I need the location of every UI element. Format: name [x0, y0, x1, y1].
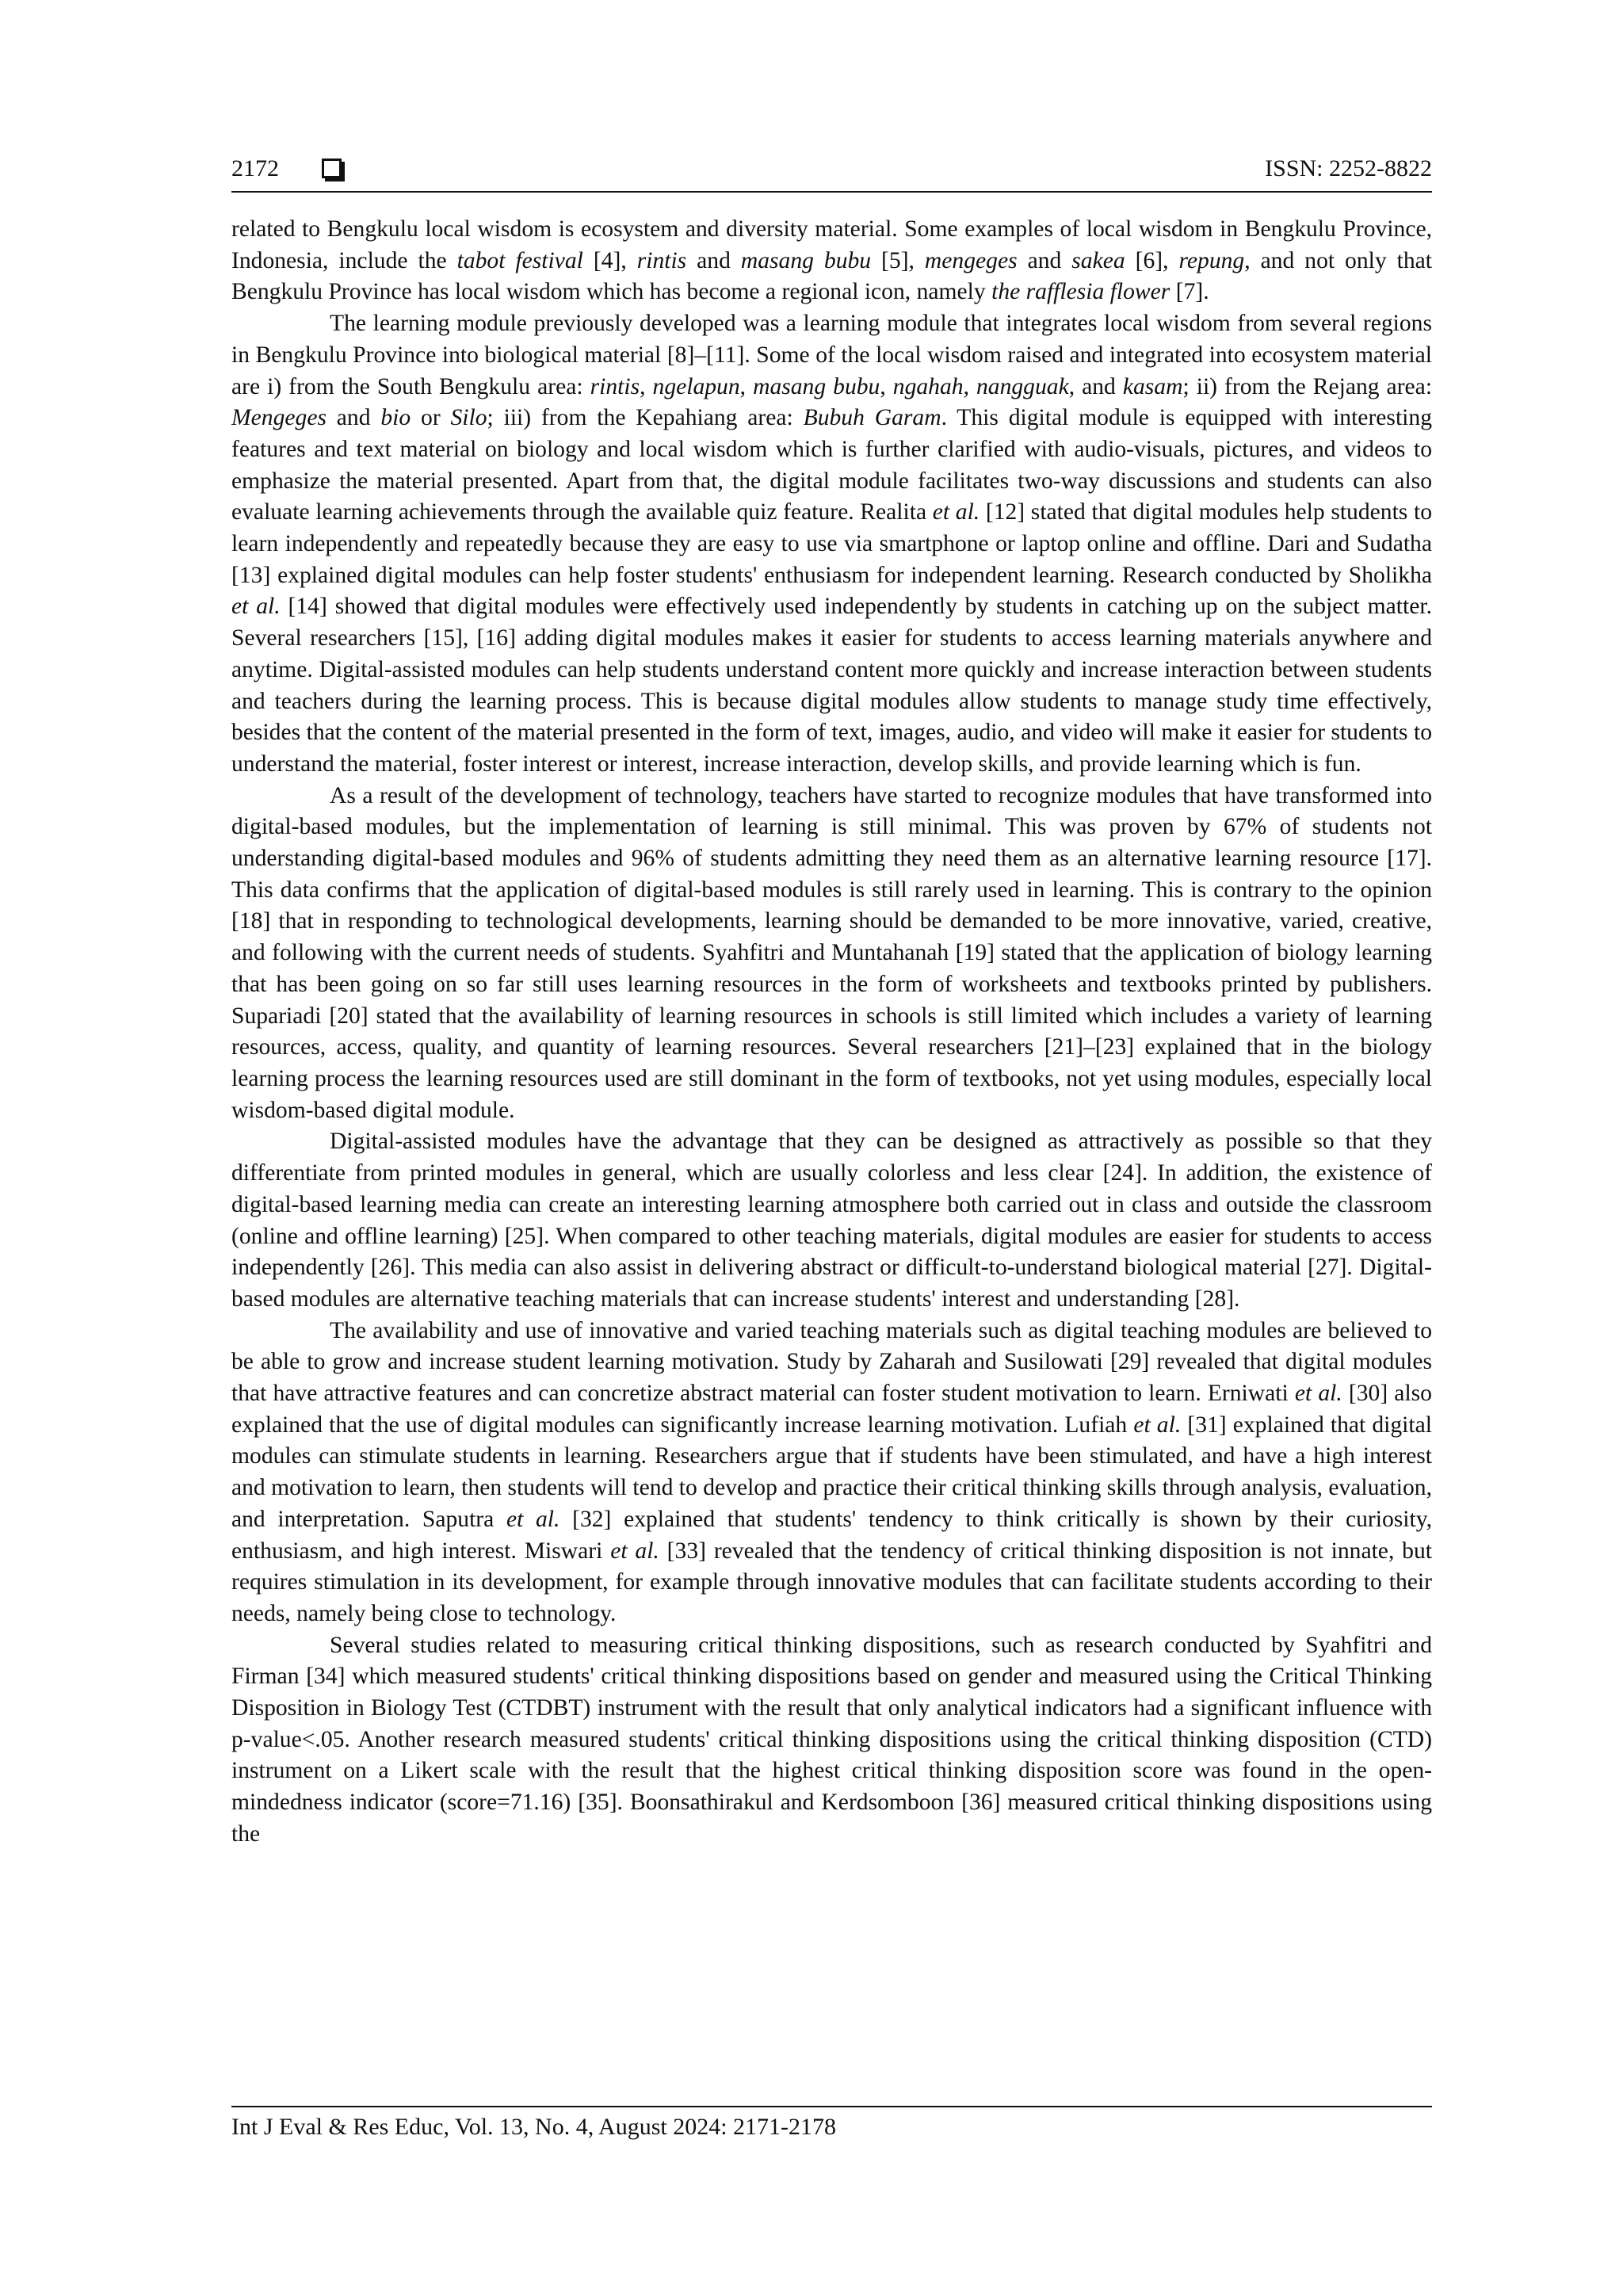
italic-term: kasam [1122, 373, 1183, 399]
text-run: , [640, 373, 653, 399]
paragraph-1 [231, 214, 1432, 308]
paragraph-5 [231, 1316, 1432, 1630]
page-number: 2172 [231, 155, 279, 181]
text-run: and [326, 405, 381, 431]
italic-term: et al. [506, 1506, 560, 1532]
italic-term: mengeges [924, 247, 1018, 273]
text-run: Several studies related to measuring critical thinking dispositions, such as research conducted by Syahfitri and Firman [34] which measured students' critical thinking dispositions based on gender and measured using the Critical Thinking Disposition in Biology Test (CTDBT) instrument with the result that only analytical indicators had a significant influence with p-value<.05. Another research measured students' critical thinking dispositions using the critical thinking disposition (CTD) instrument on a Likert scale with the result that the highest critical thinking disposition score was found in the open-mindedness indicator (score=71.16) [35]. Boonsathirakul and Kerdsomboon [36] measured critical thinking dispositions using the [231, 1632, 1432, 1847]
italic-term: Mengeges [231, 405, 327, 431]
issn-label: ISSN: 2252-8822 [1265, 155, 1432, 181]
text-run: [7]. [1170, 279, 1209, 305]
checkbox-square-icon [322, 159, 342, 178]
italic-term: ngahah [892, 373, 964, 399]
paragraph-4 [231, 1126, 1432, 1315]
text-run: , and [1068, 373, 1123, 399]
text-run: [6], [1125, 247, 1179, 273]
text-run: ; ii) from the Rejang area: [1182, 373, 1433, 399]
journal-citation: Int J Eval & Res Educ, Vol. 13, No. 4, August 2024: 2171-2178 [231, 2114, 837, 2140]
text-run: [33] revealed that the tendency of critical thinking disposition is not innate, but requires stimulation in its development, for example through innovative modules that can facilitate students according to their needs, namely being close to technology. [231, 1538, 1432, 1626]
header-rule [231, 191, 1432, 193]
italic-term: tabot festival [456, 247, 583, 273]
italic-term: sakea [1071, 247, 1125, 273]
text-run: [12] stated that digital modules help students to learn independently and repeatedly because they are easy to use via smartphone or laptop online and offline. Dari and Sudatha [13] explained digital modules can help foster students' enthusiasm for independent learning. Research conducted by Sholikha [231, 499, 1432, 588]
italic-term: et al. [1294, 1381, 1342, 1407]
text-run: , [880, 373, 893, 399]
text-run: Digital-assisted modules have the advantage that they can be designed as attractively as possible so that they differentiate from printed modules in general, which are usually colorless and less clear [24]. In addition, the existence of digital-based learning media can create an interesting learning atmosphere both carried out in class and outside the classroom (online and offline learning) [25]. When compared to other teaching materials, digital modules are easier for students to access independently [26]. This media can also assist in delivering abstract or difficult-to-understand biological material [27]. Digital-based modules are alternative teaching materials that can increase students' interest and understanding [28]. [231, 1129, 1432, 1312]
italic-term: nangguak [976, 373, 1069, 399]
italic-term: masang bubu [740, 247, 872, 273]
text-run: and [686, 247, 741, 273]
text-run: [5], [871, 247, 925, 273]
text-run: [32] explained that students' tendency to think critically is shown by their curiosity, enthusiasm, and high interest. Miswari [231, 1506, 1432, 1564]
text-run: related to Bengkulu local wisdom is ecosystem and diversity material. Some examples of local wisdom in Bengkulu Province, Indonesia, include the [231, 216, 1432, 273]
paragraph-3 [231, 781, 1432, 1127]
text-run: The learning module previously developed was a learning module that integrates local wisdom from several regions in Bengkulu Province into biological material [8]–[11]. Some of the local wisdom raised and integrated into ecosystem material are i) from the South Bengkulu area: [231, 311, 1432, 399]
italic-term: rintis [636, 247, 687, 273]
italic-term: the rafflesia flower [991, 279, 1170, 305]
text-run: As a result of the development of technology, teachers have started to recognize modules that have transformed into digital-based modules, but the implementation of learning is still minimal. This was proven by 67% of students not understanding digital-based modules and 96% of students admitting they need them as an alternative learning resource [17]. This data confirms that the application of digital-based modules is still rarely used in learning. This is contrary to the opinion [18] that in responding to technological developments, learning should be demanded to be more innovative, varied, creative, and following with the current needs of students. Syahfitri and Muntahanah [19] stated that the application of biology learning that has been going on so far still uses learning resources in the form of worksheets and textbooks printed by publishers. Supariadi [20] stated that the availability of learning resources in schools is still limited which includes a variety of learning resources, access, quality, and quantity of learning resources. Several researchers [21]–[23] explained that in the biology learning process the learning resources used are still dominant in the form of textbooks, not yet using modules, especially local wisdom-based digital module. [231, 782, 1432, 1123]
paragraph-2 [231, 308, 1432, 781]
text-run: , [739, 373, 754, 399]
italic-term: et al. [610, 1538, 659, 1564]
italic-term: et al. [231, 594, 281, 620]
italic-term: ngelapun [652, 373, 740, 399]
italic-term: Bubuh Garam [803, 405, 941, 431]
text-run: . This digital module is equipped with interesting features and text material on biology and local wisdom which is further clarified with audio-visuals, pictures, and videos to emphasize the material presented. Apart from that, the digital module facilitates two-way discussions and students can also evaluate learning achievements through the available quiz feature. Realita [231, 405, 1432, 525]
text-run: , [963, 373, 976, 399]
text-run: or [411, 405, 451, 431]
italic-term: Silo [450, 405, 487, 431]
text-run: and [1017, 247, 1072, 273]
paragraph-6 [231, 1630, 1432, 1851]
italic-term: masang bubu [753, 373, 880, 399]
text-run: [4], [582, 247, 637, 273]
text-run: , and not only that Bengkulu Province has local wisdom which has become a regional icon, namely [231, 247, 1433, 305]
italic-term: rintis [590, 373, 640, 399]
italic-term: et al. [932, 499, 980, 525]
text-run: The availability and use of innovative and varied teaching materials such as digital teaching modules are believed to be able to grow and increase student learning motivation. Study by Zaharah and Susilowati [29] revealed that digital modules that have attractive features and can concretize abstract material can foster student motivation to learn. Erniwati [231, 1317, 1432, 1407]
article-body [231, 214, 1432, 1851]
page-header [231, 155, 1432, 190]
italic-term: bio [380, 405, 411, 431]
text-run: [30] also explained that the use of digital modules can significantly increase learning motivation. Lufiah [231, 1381, 1432, 1438]
text-run: ; iii) from the Kepahiang area: [487, 405, 804, 431]
text-run: [31] explained that digital modules can stimulate students in learning. Researchers argue that if students have been stimulated, and have a high interest and motivation to learn, then students will tend to develop and practice their critical thinking skills through analysis, evaluation, and interpretation. Saputra [231, 1412, 1432, 1532]
italic-term: repung [1178, 247, 1245, 273]
italic-term: et al. [1133, 1412, 1182, 1438]
text-run: [14] showed that digital modules were effectively used independently by students in catching up on the subject matter. Several researchers [15], [16] adding digital modules makes it easier for students to access learning materials anywhere and anytime. Digital-assisted modules can help students understand content more quickly and increase interaction between students and teachers during the learning process. This is because digital modules allow students to manage study time effectively, besides that the content of the material presented in the form of text, images, audio, and video will make it easier for students to understand the material, foster interest or interest, increase interaction, develop skills, and provide learning which is fun. [231, 594, 1432, 777]
footer-rule [231, 2106, 1432, 2107]
